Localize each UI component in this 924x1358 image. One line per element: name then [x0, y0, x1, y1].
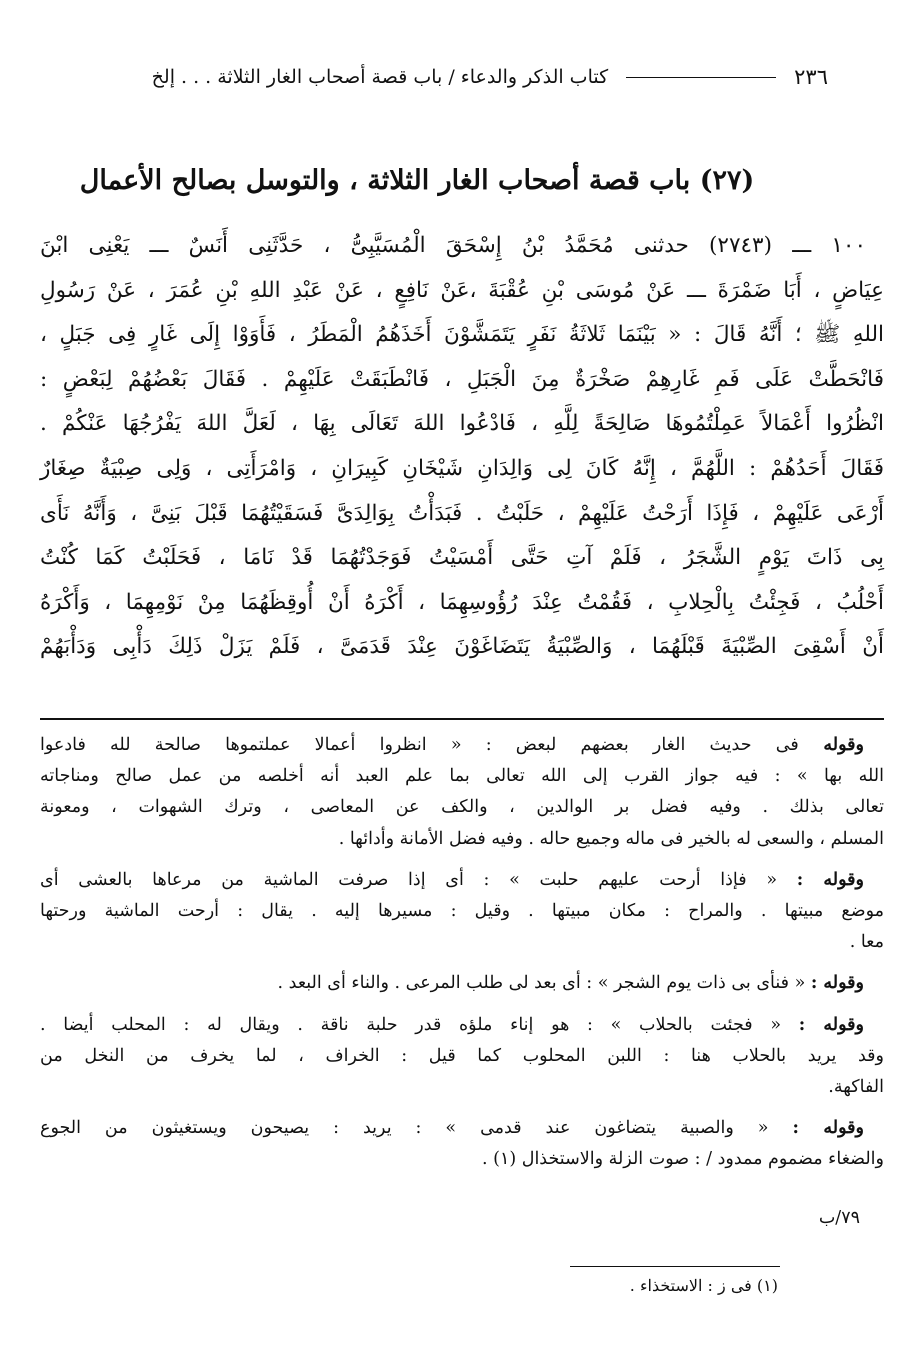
note-line: وقد يريد بالحلاب هنا : اللبن المحلوب كما قيل : الخراف ، لما يخرف من النخل من — [40, 1045, 884, 1066]
hadith-text — [40, 224, 884, 670]
page-number: ٢٣٦ — [794, 65, 828, 89]
note-line: معا . — [849, 932, 884, 953]
manuscript-folio-mark: ٧٩/ب — [818, 1208, 860, 1228]
footnote: (١) فى ز : الاستخذاء . — [629, 1276, 778, 1295]
text-line: أَرْعَى عَلَيْهِمْ ، فَإِذَا أَرَحْتُ عَلَيْهِمْ ، حَلَبْتُ . فَبَدَأْتُ بِوَالِدَىَّ فَسَقَيْتُهُمَا قَبْلَ بَنِىَّ ، وَأَنَّهُ نَأَى — [40, 500, 884, 526]
header-rule — [626, 77, 776, 78]
commentary-note — [40, 1010, 884, 1104]
text-line: عِيَاضٍ ، أَبَا ضَمْرَةَ ـــ عَنْ مُوسَى بْنِ عُقْبَةَ ،عَنْ نَافِعٍ ، عَنْ عَبْدِ اللهِ بْنِ عُمَرَ ، عَنْ رَسُولِ — [40, 277, 884, 303]
text-line: بِى ذَاتَ يَوْمٍ الشَّجَرُ ، فَلَمْ آتِ حَتَّى أَمْسَيْتُ فَوَجَدْتُهُمَا قَدْ نَامَا ، فَحَلَبْتُ كَمَا كُنْتُ — [40, 545, 884, 571]
note-lead-word: وقوله — [798, 735, 864, 755]
note-lead-word: وقوله : — [796, 869, 864, 890]
commentary-separator — [40, 718, 884, 720]
note-line: موضع مبيتها . والمراح : مكان مبيتها . وقيل : مسيرها إليه . يقال : أرحت الماشية ورحتها — [40, 901, 884, 922]
note-line: والضغاء مضموم ممدود / : صوت الزلة والاستخذال (١) . — [481, 1149, 884, 1170]
note-line: وقوله : « فنأى بى ذات يوم الشجر » : أى بعد لى طلب المرعى . والناء أى البعد . — [277, 973, 864, 994]
commentary-note — [40, 730, 884, 855]
running-title: كتاب الذكر والدعاء / باب قصة أصحاب الغار الثلاثة . . . إلخ — [151, 66, 609, 88]
note-line: وقوله : « فإذا أرحت عليهم حلبت » : أى إذا صرفت الماشية من مرعاها بالعشى أى — [40, 869, 864, 890]
text-line: فَانْحَطَّتْ عَلَى فَمِ غَارِهِمْ صَخْرَةٌ مِنَ الْجَبَلِ ، فَانْطَبَقَتْ عَلَيْهِمْ . فَقَالَ بَعْضُهُمْ لِبَعْضٍ : — [40, 366, 884, 392]
note-lead-word: وقوله : — [798, 1014, 864, 1035]
text-line: أَنْ أَسْقِىَ الصِّبْيَةَ قَبْلَهُمَا ، وَالصِّبْيَةُ يَتَضَاغَوْنَ عِنْدَ قَدَمَىَّ ، فَلَمْ يَزَلْ ذَلِكَ دَأْبِى وَدَأْبَهُمْ — [40, 634, 884, 660]
note-lead-word: وقوله : — [792, 1118, 864, 1139]
commentary — [40, 730, 884, 1186]
note-line: وقوله : « والصبية يتضاغون عند قدمى » : يريد : يصيحون ويستغيثون من الجوع — [40, 1118, 864, 1139]
text-line: اللهِ ﷺ ؛ أَنَّهُ قَالَ : « بَيْنَمَا ثَلاثَةُ نَفَرٍ يَتَمَشَّوْنَ أَخَذَهُمُ الْمَطَرُ ، فَأَوَوْا إِلَى غَارٍ فِى جَبَلٍ ، — [40, 322, 884, 348]
note-line: تعالى بذلك . وفيه فضل بر الوالدين ، والكف عن المعاصى ، وترك الشهوات ، ومعونة — [40, 797, 884, 818]
text-line: ١٠٠ ـــ (٢٧٤٣) حدثنى مُحَمَّدُ بْنُ إِسْحَقَ الْمُسَيَّبِىُّ ، حَدَّثَنِى أَنَسٌ ـــ يَعْنِى ابْنَ — [40, 233, 867, 258]
text-line: فَقَالَ أَحَدُهُمْ : اللَّهُمَّ ، إِنَّهُ كَانَ لِى وَالِدَانِ شَيْخَانِ كَبِيرَانِ ، وَامْرَأَتِى ، وَلِى صِبْيَةٌ صِغَارٌ — [40, 455, 884, 481]
footnote-separator — [570, 1266, 780, 1267]
commentary-note — [40, 1113, 884, 1175]
text-line: أَحْلُبُ ، فَجِئْتُ بِالْحِلابِ ، فَقُمْتُ عِنْدَ رُؤُوسِهِمَا ، أَكْرَهُ أَنْ أُوقِظَهُمَا مِنْ نَوْمِهِمَا ، وَأَكْرَهُ — [40, 589, 884, 615]
note-lead-word: وقوله : — [810, 973, 864, 994]
note-line: المسلم ، والسعى له بالخير فى ماله وجميع حاله . وفيه فضل الأمانة وأدائها . — [338, 828, 884, 849]
note-line: الله بها » : فيه جواز القرب إلى الله تعالى بما علم العبد أنه أخلصه من عمل صالح ومناجاته — [40, 766, 884, 787]
commentary-note — [40, 968, 884, 999]
text-line: انْظُرُوا أَعْمَالاً عَمِلْتُمُوهَا صَالِحَةً لِلَّهِ ، فَادْعُوا اللهَ تَعَالَى بِهَا ، لَعَلَّ اللهَ يَفْرُجُهَا عَنْكُمْ . — [40, 411, 884, 437]
commentary-note — [40, 865, 884, 959]
running-header — [44, 60, 828, 94]
note-line: الفاكهة. — [828, 1077, 884, 1098]
note-line: وقوله : « فجئت بالحلاب » : هو إناء ملؤه قدر حلبة ناقة . ويقال له : المحلب أيضا . — [40, 1014, 864, 1035]
note-line: وقوله فى حديث الغار بعضهم لبعض : « انظروا أعمالا عملتموها صالحة لله فادعوا — [40, 735, 864, 755]
chapter-title: (٢٧) باب قصة أصحاب الغار الثلاثة ، والتوسل بصالح الأعمال — [79, 165, 755, 196]
